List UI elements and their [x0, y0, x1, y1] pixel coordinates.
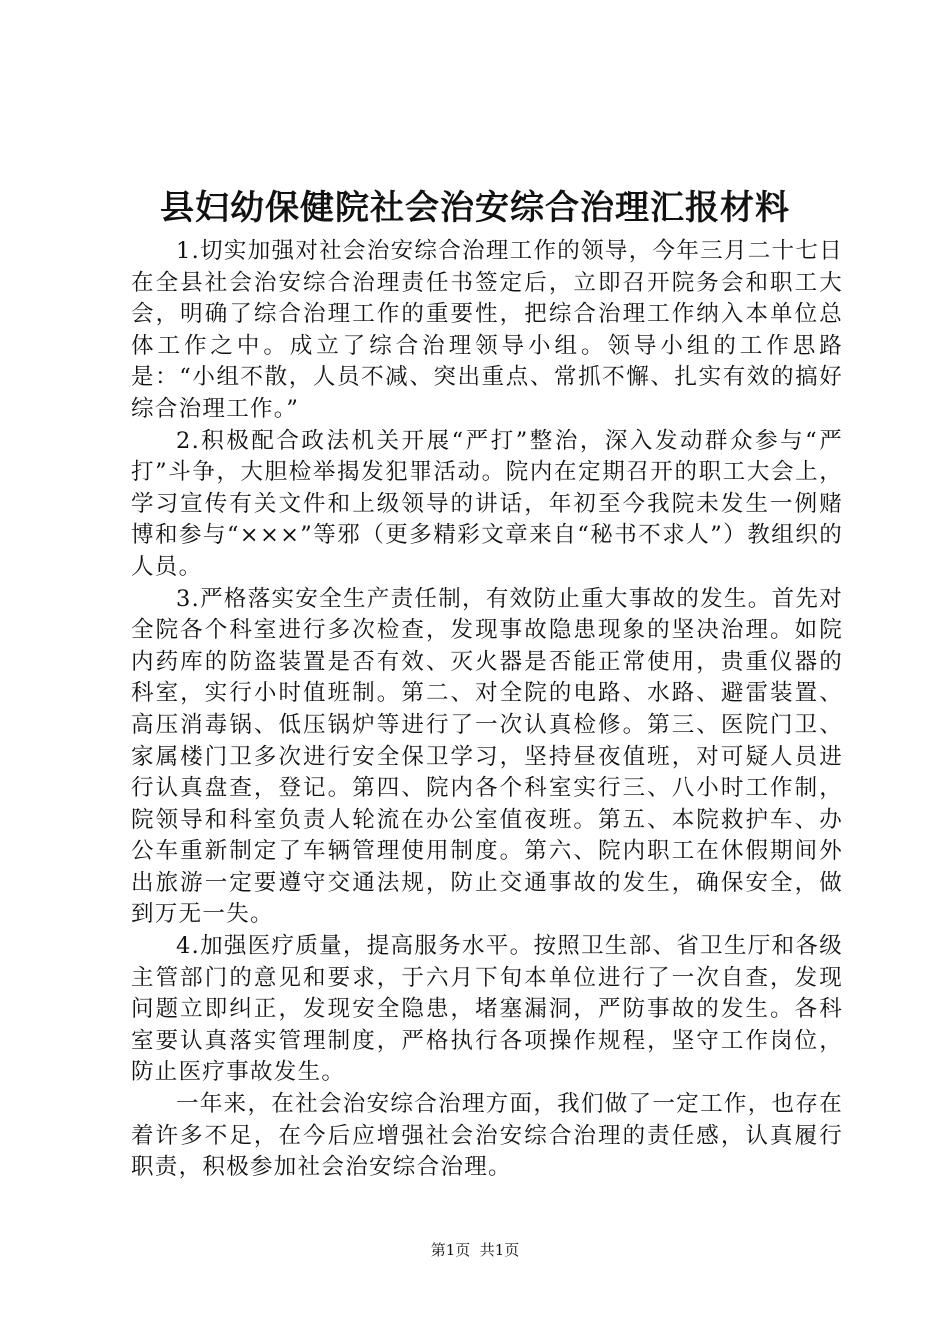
document-body [131, 236, 843, 1184]
document-title: 县妇幼保健院社会治安综合治理汇报材料 [160, 188, 790, 228]
paragraph-3: 3.严格落实安全生产责任制，有效防止重大事故的发生。首先对全院各个科室进行多次检查，发现事故隐患现象的坚决治理。如院内药库的防盗装置是否有效、灭火器是否能正常使用，贵重仪器的科室，实行小时值班制。第二、对全院的电路、水路、避雷装置、高压消毒锅、低压锅炉等进行了一次认真检修。第三、医院门卫、家属楼门卫多次进行安全保卫学习，坚持昼夜值班，对可疑人员进行认真盘查，登记。第四、院内各个科室实行三、八小时工作制，院领导和科室负责人轮流在办公室值夜班。第五、本院救护车、办公车重新制定了车辆管理使用制度。第六、院内职工在休假期间外出旅游一定要遵守交通法规，防止交通事故的发生，确保安全，做到万无一失。 [131, 585, 843, 928]
page-number-footer: 第1页 共1页 [430, 1241, 520, 1259]
paragraph-2: 2.积极配合政法机关开展“严打”整治，深入发动群众参与“严打”斗争，大胆检举揭发犯罪活动。院内在定期召开的职工大会上，学习宣传有关文件和上级领导的讲话，年初至今我院未发生一例赌博和参与“×××”等邪（更多精彩文章来自“秘书不求人”）教组织的人员。 [131, 427, 843, 580]
paragraph-5: 一年来，在社会治安综合治理方面，我们做了一定工作，也存在着许多不足，在今后应增强社会治安综合治理的责任感，认真履行职责，积极参加社会治安综合治理。 [131, 1091, 843, 1181]
paragraph-1: 1.切实加强对社会治安综合治理工作的领导，今年三月二十七日在全县社会治安综合治理责任书签定后，立即召开院务会和职工大会，明确了综合治理工作的重要性，把综合治理工作纳入本单位总体工作之中。成立了综合治理领导小组。领导小组的工作思路是：“小组不散，人员不减、突出重点、常抓不懈、扎实有效的搞好综合治理工作。” [131, 238, 843, 422]
paragraph-4: 4.加强医疗质量，提高服务水平。按照卫生部、省卫生厅和各级主管部门的意见和要求，于六月下旬本单位进行了一次自查，发现问题立即纠正，发现安全隐患，堵塞漏洞，严防事故的发生。各科室要认真落实管理制度，严格执行各项操作规程，坚守工作岗位，防止医疗事故发生。 [131, 933, 843, 1086]
